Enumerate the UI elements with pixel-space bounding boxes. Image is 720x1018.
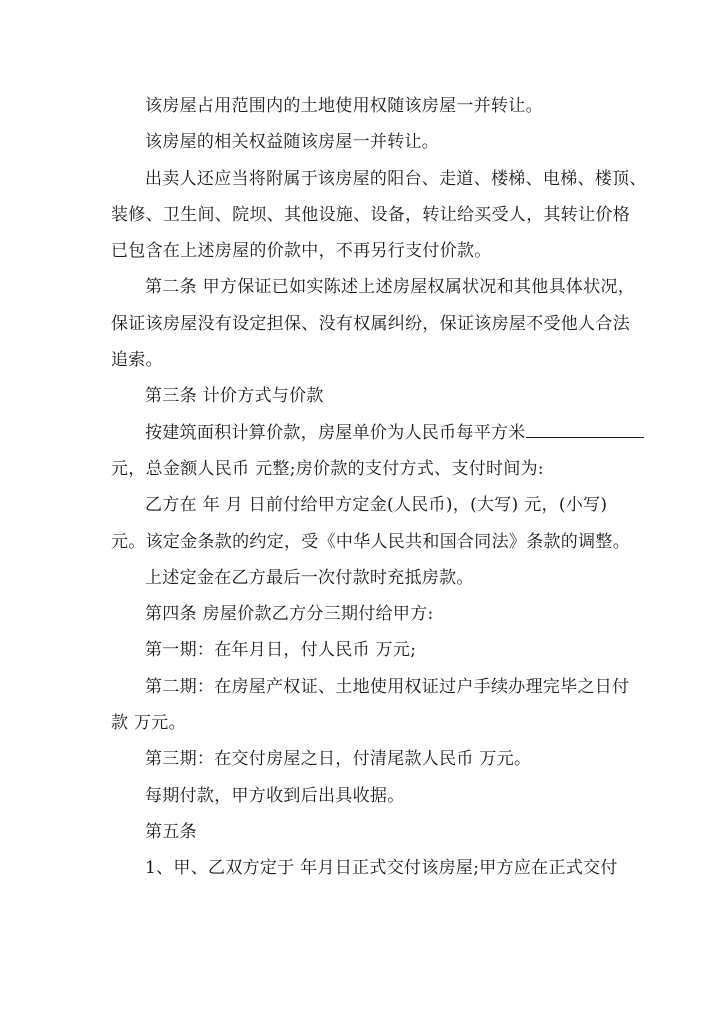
text-line: 该房屋占用范围内的土地使用权随该房屋一并转让。 bbox=[145, 96, 543, 116]
installment-3: 第三期：在交付房屋之日，付清尾款人民币 万元。 bbox=[145, 749, 532, 770]
contract-text bbox=[111, 88, 647, 887]
text-line: 保证该房屋没有设定担保、没有权属纠纷，保证该房屋不受他人合法 bbox=[111, 313, 630, 334]
article-2-heading: 第二条 甲方保证已如实陈述上述房屋权属状况和其他具体状况， bbox=[145, 277, 636, 298]
text-line: 款 万元。 bbox=[111, 713, 186, 734]
text-line: 元，总金额人民币 元整;房价款的支付方式、支付时间为: bbox=[111, 458, 544, 479]
text-line: 乙方在 年 月 日前付给甲方定金(人民币)，(大写) 元，(小写) bbox=[145, 495, 608, 516]
text-line: 已包含在上述房屋的价款中，不再另行支付价款。 bbox=[111, 241, 492, 262]
text-line: 出卖人还应当将附属于该房屋的阳台、走道、楼梯、电梯、楼顶、 bbox=[145, 168, 647, 189]
text-line: 1、甲、乙双方定于 年月日正式交付该房屋;甲方应在正式交付 bbox=[145, 858, 618, 879]
text-line: 该房屋的相关权益随该房屋一并转让。 bbox=[145, 132, 440, 153]
text-line: 每期付款，甲方收到后出具收据。 bbox=[145, 785, 405, 806]
price-text: 按建筑面积计算价款，房屋单价为人民币每平方米 bbox=[145, 422, 526, 443]
text-line: 装修、卫生间、院坝、其他设施、设备，转让给买受人，其转让价格 bbox=[111, 204, 630, 225]
text-line: 元。该定金条款的约定，受《中华人民共和国合同法》条款的调整。 bbox=[111, 531, 630, 552]
article-3-heading: 第三条 计价方式与价款 bbox=[145, 386, 324, 407]
article-5-heading: 第五条 bbox=[145, 821, 197, 842]
installment-1: 第一期：在年月日，付人民币 万元; bbox=[145, 640, 417, 661]
installment-2: 第二期：在房屋产权证、土地使用权证过户手续办理完毕之日付 bbox=[145, 676, 630, 697]
text-line: 上述定金在乙方最后一次付款时充抵房款。 bbox=[145, 567, 474, 588]
text-line: 追索。 bbox=[111, 350, 163, 371]
article-4-heading: 第四条 房屋价款乙方分三期付给甲方: bbox=[145, 604, 434, 625]
fill-in-blank bbox=[526, 423, 644, 438]
price-line bbox=[111, 415, 623, 451]
